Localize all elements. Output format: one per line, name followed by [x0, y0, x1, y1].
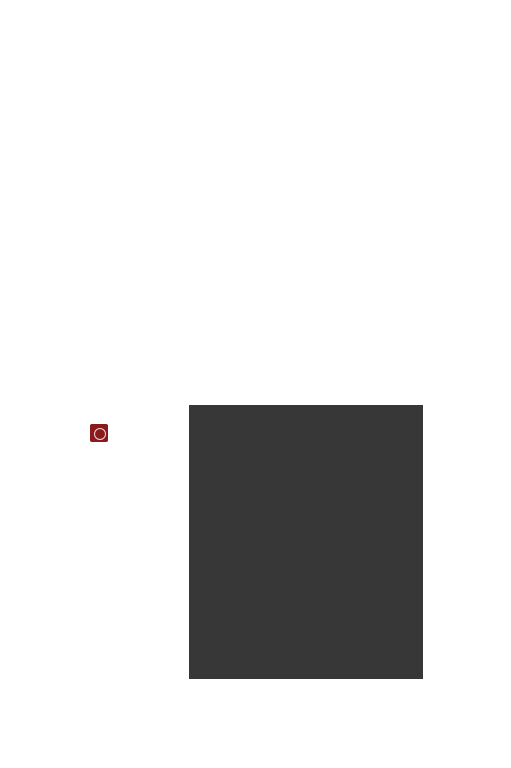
publisher-emblem-icon: [90, 424, 108, 442]
cataloging-box: [189, 405, 423, 679]
publisher-logo: [90, 414, 148, 464]
